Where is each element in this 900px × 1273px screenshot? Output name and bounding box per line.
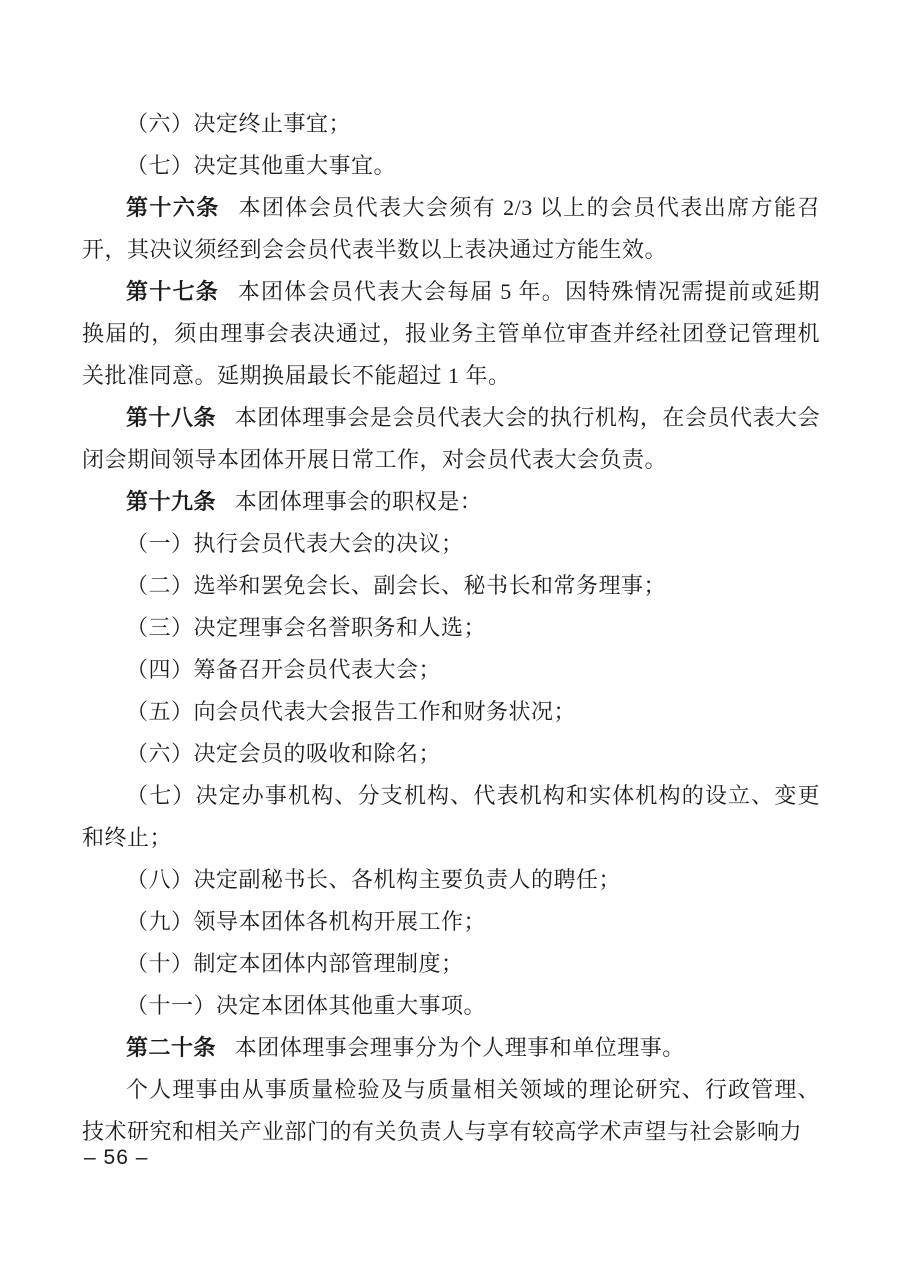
clause-text: （八）决定副秘书长、各机构主要负责人的聘任； — [126, 867, 622, 892]
clause-item — [82, 691, 820, 733]
article-text: 本团体会员代表大会须有 2/3 以上的会员代表出席方能召开，其决议须经到会会员代表半数以上表决通过方能生效。 — [82, 195, 820, 262]
clause-text: （六）决定会员的吸收和除名； — [126, 741, 442, 766]
article-text: 本团体理事会理事分为个人理事和单位理事。 — [234, 1035, 685, 1060]
clause-item — [82, 523, 820, 565]
clause-item — [82, 607, 820, 649]
clause-item — [82, 985, 820, 1027]
page-number: – 56 – — [84, 1146, 149, 1169]
clause-text: （十一）决定本团体其他重大事项。 — [126, 993, 487, 1018]
clause-text: （三）决定理事会名誉职务和人选； — [126, 615, 487, 640]
article-number: 第十八条 — [126, 405, 217, 430]
clause-item — [82, 733, 820, 775]
body-paragraph — [82, 1069, 820, 1153]
clause-text: （七）决定其他重大事宜。 — [126, 153, 397, 178]
article-paragraph — [82, 397, 820, 481]
article-paragraph — [82, 187, 820, 271]
article-number: 第十九条 — [126, 489, 217, 514]
clause-text: （一）执行会员代表大会的决议； — [126, 531, 464, 556]
article-text: 本团体会员代表大会每届 5 年。因特殊情况需提前或延期换届的，须由理事会表决通过，报业务主管单位审查并经社团登记管理机关批准同意。延期换届最长不能超过 1 年。 — [82, 279, 820, 388]
article-number: 第十六条 — [126, 195, 220, 220]
clause-text: （十）制定本团体内部管理制度； — [126, 951, 464, 976]
clause-item — [82, 649, 820, 691]
clause-item — [82, 103, 820, 145]
clause-item — [82, 775, 820, 859]
clause-text: （五）向会员代表大会报告工作和财务状况； — [126, 699, 577, 724]
article-number: 第二十条 — [126, 1035, 217, 1060]
article-number: 第十七条 — [126, 279, 220, 304]
paragraph-text: 个人理事由从事质量检验及与质量相关领域的理论研究、行政管理、技术研究和相关产业部门的有关负责人与享有较高学术声望与社会影响力 — [82, 1077, 820, 1144]
clause-item — [82, 565, 820, 607]
article-paragraph — [82, 1027, 820, 1069]
document-body — [82, 103, 820, 1153]
clause-item — [82, 901, 820, 943]
article-text: 本团体理事会的职权是： — [234, 489, 483, 514]
article-paragraph — [82, 481, 820, 523]
clause-text: （六）决定终止事宜； — [126, 111, 352, 136]
clause-item — [82, 943, 820, 985]
clause-text: （二）选举和罢免会长、副会长、秘书长和常务理事； — [126, 573, 667, 598]
article-paragraph — [82, 271, 820, 397]
clause-text: （九）领导本团体各机构开展工作； — [126, 909, 487, 934]
clause-item — [82, 145, 820, 187]
clause-item — [82, 859, 820, 901]
clause-text: （四）筹备召开会员代表大会； — [126, 657, 442, 682]
clause-text: （七）决定办事机构、分支机构、代表机构和实体机构的设立、变更和终止； — [82, 783, 820, 850]
article-text: 本团体理事会是会员代表大会的执行机构，在会员代表大会闭会期间领导本团体开展日常工作，对会员代表大会负责。 — [82, 405, 820, 472]
